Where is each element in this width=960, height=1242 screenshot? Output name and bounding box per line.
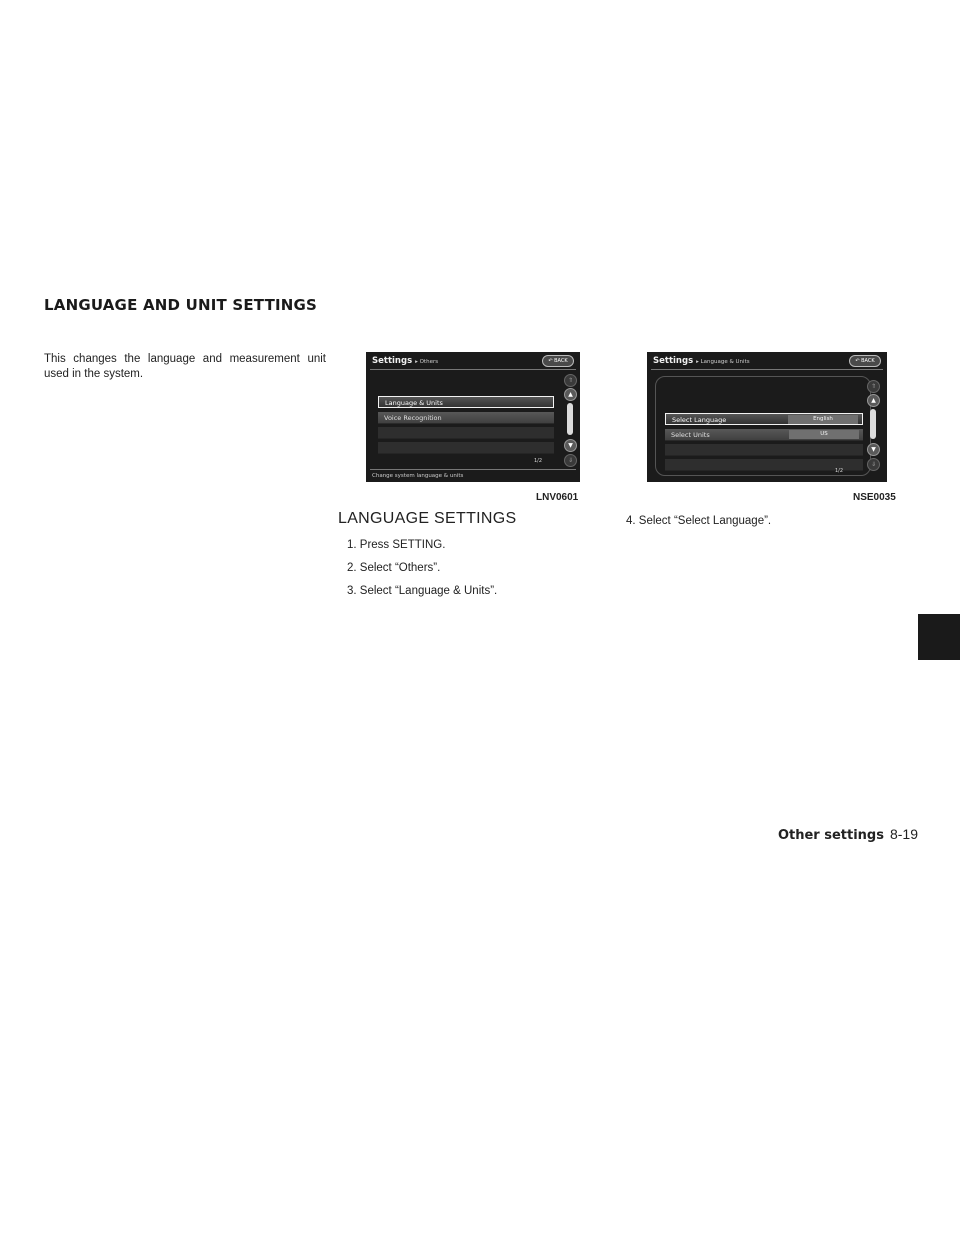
row-label: Select Language (672, 416, 727, 424)
page-up-icon[interactable]: ⇑ (867, 380, 880, 393)
step-item: 1. Press SETTING. (347, 539, 446, 551)
row-empty (665, 444, 863, 456)
screen-header (372, 356, 438, 366)
screen-title: Settings (653, 356, 694, 366)
section-title: LANGUAGE AND UNIT SETTINGS (44, 296, 318, 314)
step-item: 3. Select “Language & Units”. (347, 585, 498, 597)
scroll-down-icon[interactable]: ▼ (867, 443, 880, 456)
chapter-tab-marker (918, 614, 960, 660)
page-indicator: 1/2 (534, 458, 543, 464)
menu-item-empty (378, 427, 554, 439)
screen-header (653, 356, 750, 366)
intro-paragraph: This changes the language and measurement unit used in the system. (44, 353, 326, 380)
page-footer (778, 826, 918, 843)
row-value: US (789, 430, 859, 439)
back-button[interactable]: ↶ BACK (849, 355, 881, 367)
screen-title: Settings (372, 356, 413, 366)
row-select-units[interactable] (665, 429, 863, 441)
row-empty (665, 459, 863, 471)
header-divider (370, 369, 576, 370)
page-number: 8-19 (889, 826, 918, 842)
steps-list-left (347, 538, 497, 607)
screen-status-text: Change system language & units (370, 469, 576, 482)
menu-item-empty (378, 442, 554, 454)
scrollbar-thumb[interactable] (567, 403, 573, 435)
figure-code: NSE0035 (853, 492, 896, 503)
chapter-name: Other settings (777, 828, 884, 843)
back-button[interactable]: ↶ BACK (542, 355, 574, 367)
scroll-up-icon[interactable]: ▲ (867, 394, 880, 407)
page-down-icon[interactable]: ⇓ (867, 458, 880, 471)
row-label: Select Units (671, 431, 710, 439)
menu-item-language-units[interactable]: Language & Units (378, 396, 554, 408)
step-item: 2. Select “Others”. (347, 562, 441, 574)
figure-screen-others (366, 352, 580, 482)
page-indicator: 1/2 (835, 468, 844, 474)
row-value: English (788, 415, 858, 424)
scroll-control[interactable] (564, 374, 576, 468)
step-item: 4. Select “Select Language”. (626, 515, 772, 527)
figure-screen-language-units (647, 352, 887, 482)
screen-breadcrumb: ▸ Language & Units (696, 359, 750, 365)
row-select-language[interactable] (665, 413, 863, 425)
scroll-control[interactable] (867, 374, 879, 468)
steps-list-right (626, 514, 771, 537)
scroll-down-icon[interactable]: ▼ (564, 439, 577, 452)
page-up-icon[interactable]: ⇑ (564, 374, 577, 387)
page-down-icon[interactable]: ⇓ (564, 454, 577, 467)
figure-code: LNV0601 (536, 492, 579, 503)
scroll-up-icon[interactable]: ▲ (564, 388, 577, 401)
header-divider (651, 369, 883, 370)
menu-item-voice-recognition[interactable]: Voice Recognition (378, 412, 554, 424)
scrollbar-thumb[interactable] (870, 409, 876, 439)
subsection-title: LANGUAGE SETTINGS (338, 510, 517, 527)
screen-breadcrumb: ▸ Others (415, 359, 439, 365)
